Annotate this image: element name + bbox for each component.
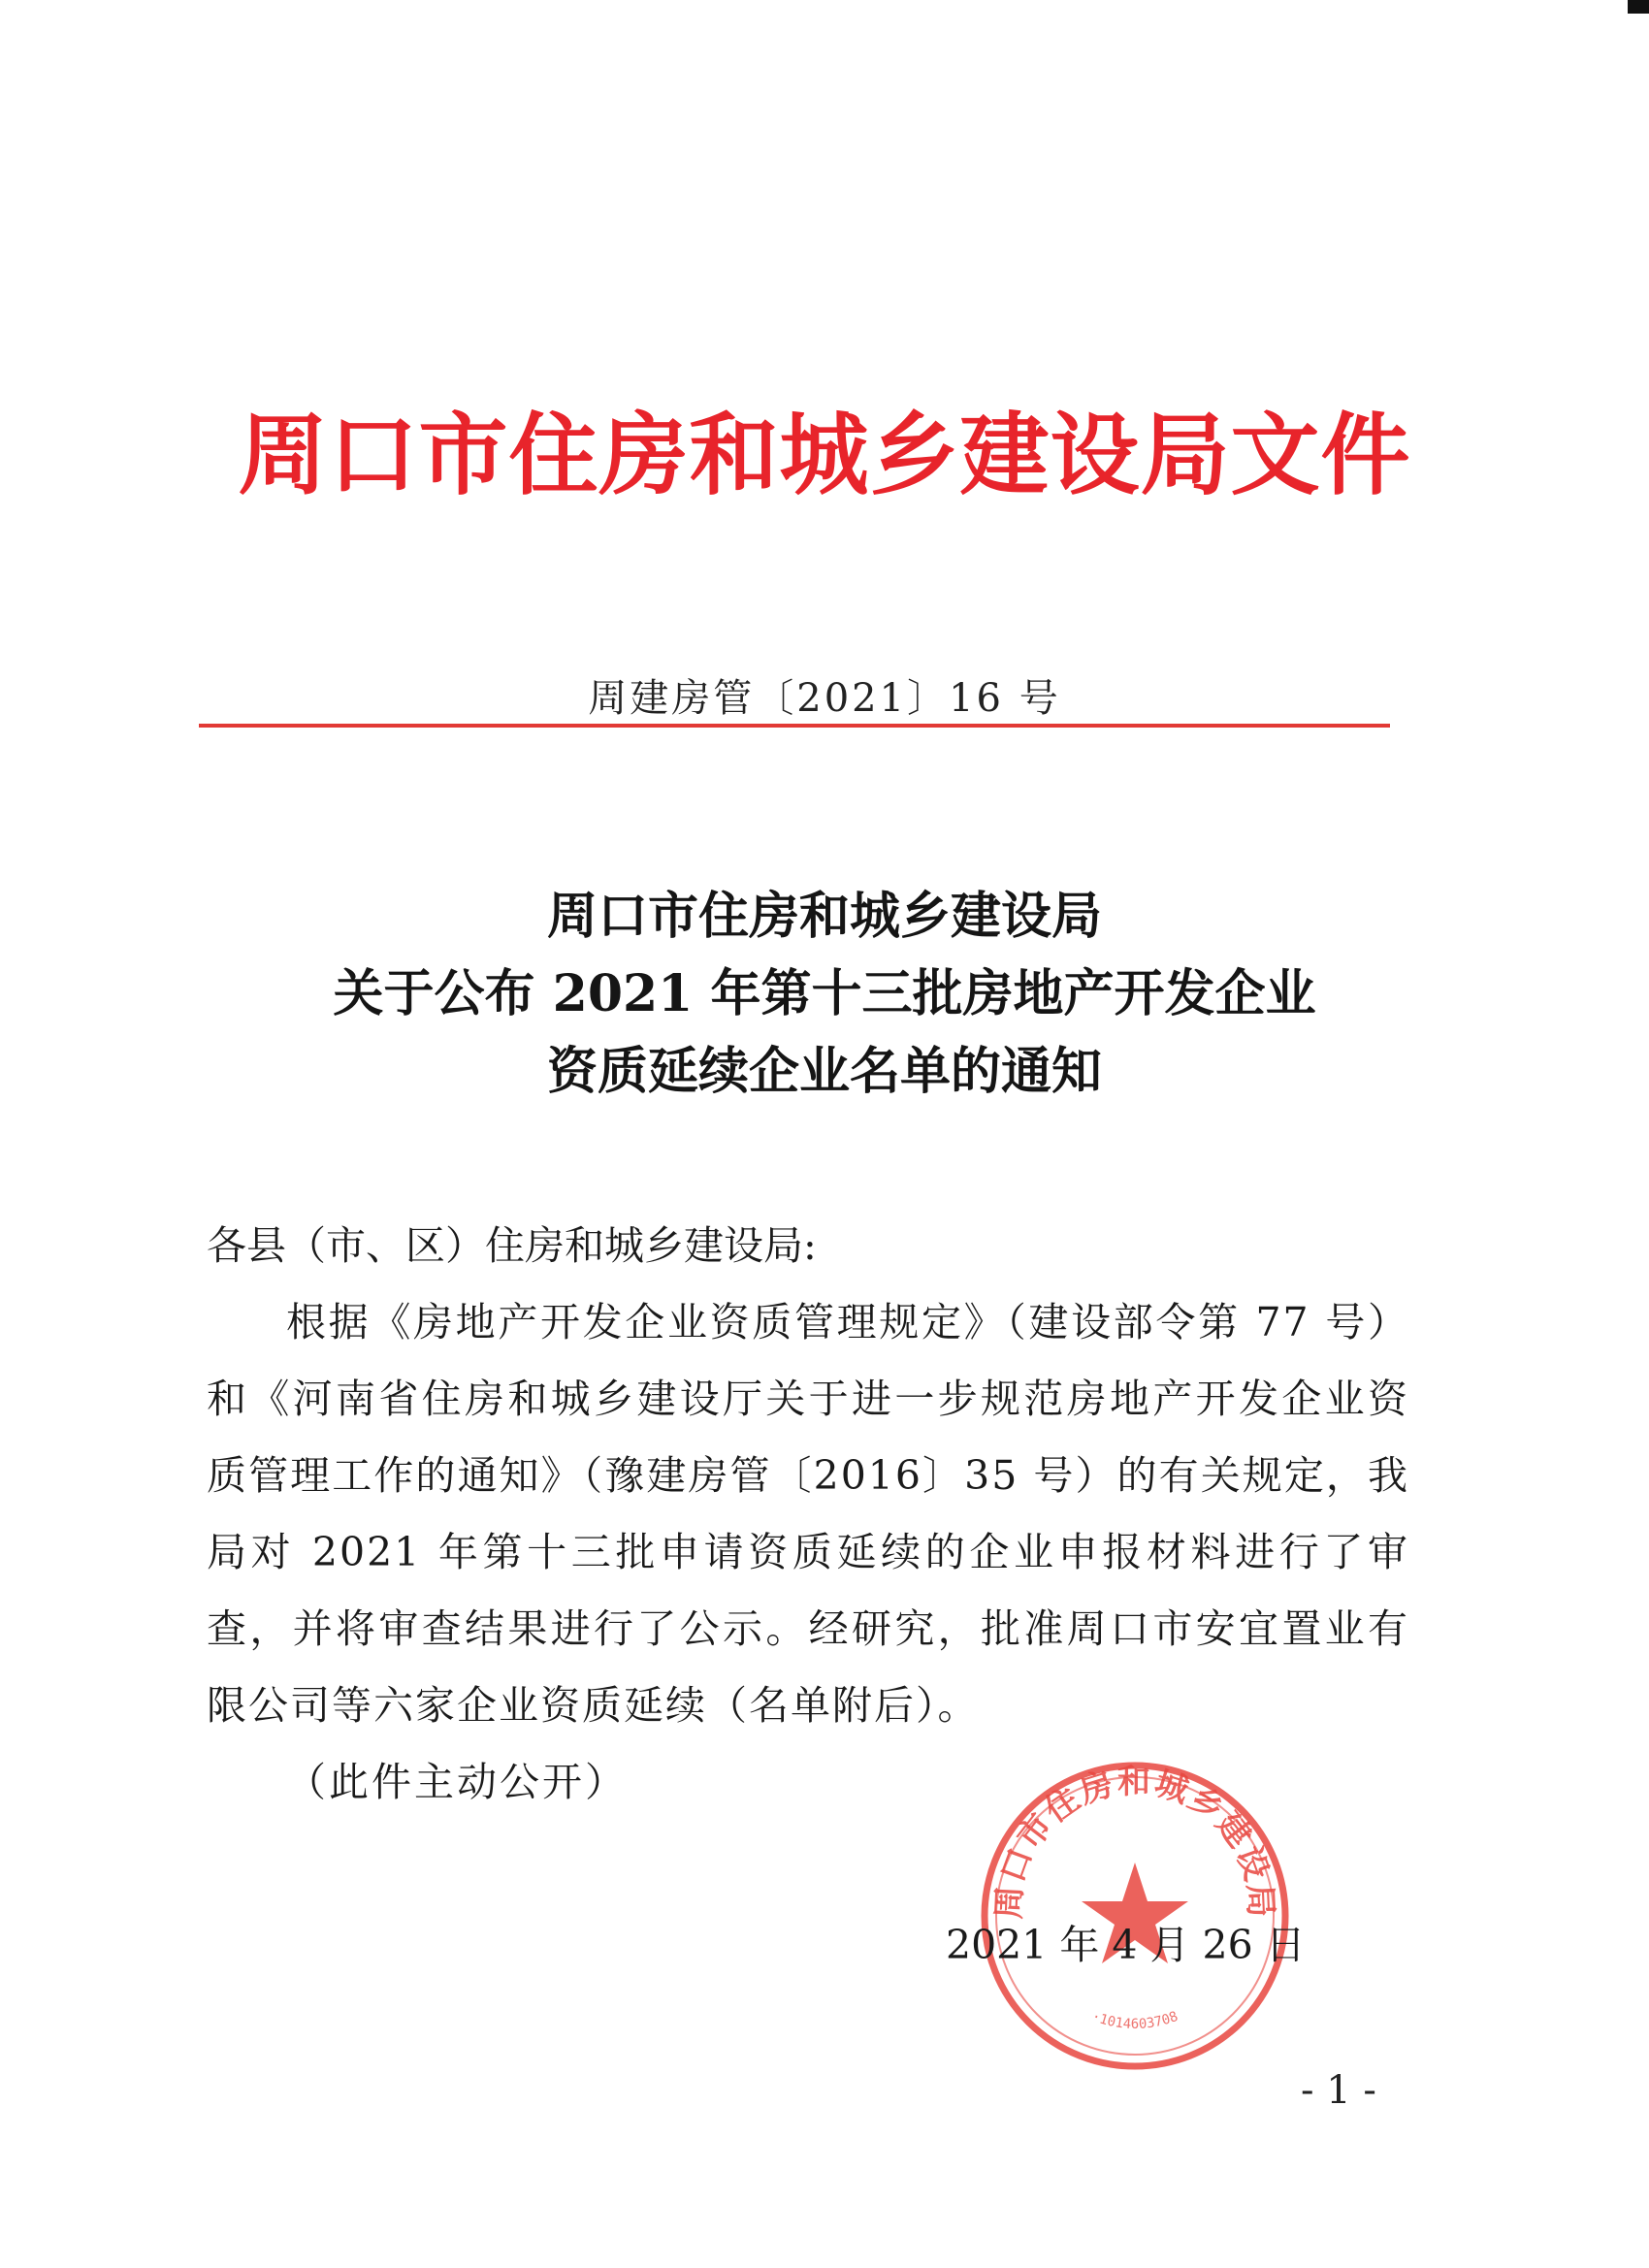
notice-body [207,1208,1409,1821]
document-number: 周建房管〔2021〕16 号 [588,676,1061,721]
page-number: - 1 - [1301,2068,1376,2113]
notice-title [194,878,1455,1111]
disclosure-note: （此件主动公开） [286,1759,628,1805]
notice-title-line-3: 资质延续企业名单的通知 [546,1042,1102,1101]
salutation: 各县（市、区）住房和城乡建设局: [207,1222,817,1269]
red-divider-line [199,724,1390,728]
seal-arc-text: 周口市住房和城乡建设局 [989,1763,1280,1921]
scan-corner-mark [1628,0,1649,14]
seal-serial-number: ·1014603708 [1089,2008,1180,2033]
document-header-title: 周口市住房和城乡建设局文件 [238,404,1411,507]
body-paragraph: 根据《房地产开发企业资质管理规定》（建设部令第 77 号）和《河南省住房和城乡建设厅关于进一步规范房地产开发企业资质管理工作的通知》（豫建房管〔2016〕35 号）的有关规定，我局对 2021 年第十三批申请资质延续的企业申报材料进行了审查，并将审查结果进行了公示。经研究，批准周口市安宜置业有限公司等六家企业资质延续（名单附后）。 [207,1299,1409,1729]
issue-date: 2021 年 4 月 26 日 [946,1922,1306,1968]
notice-title-line-2: 关于公布 2021 年第十三批房地产开发企业 [333,964,1316,1023]
notice-title-line-1: 周口市住房和城乡建设局 [546,887,1102,946]
